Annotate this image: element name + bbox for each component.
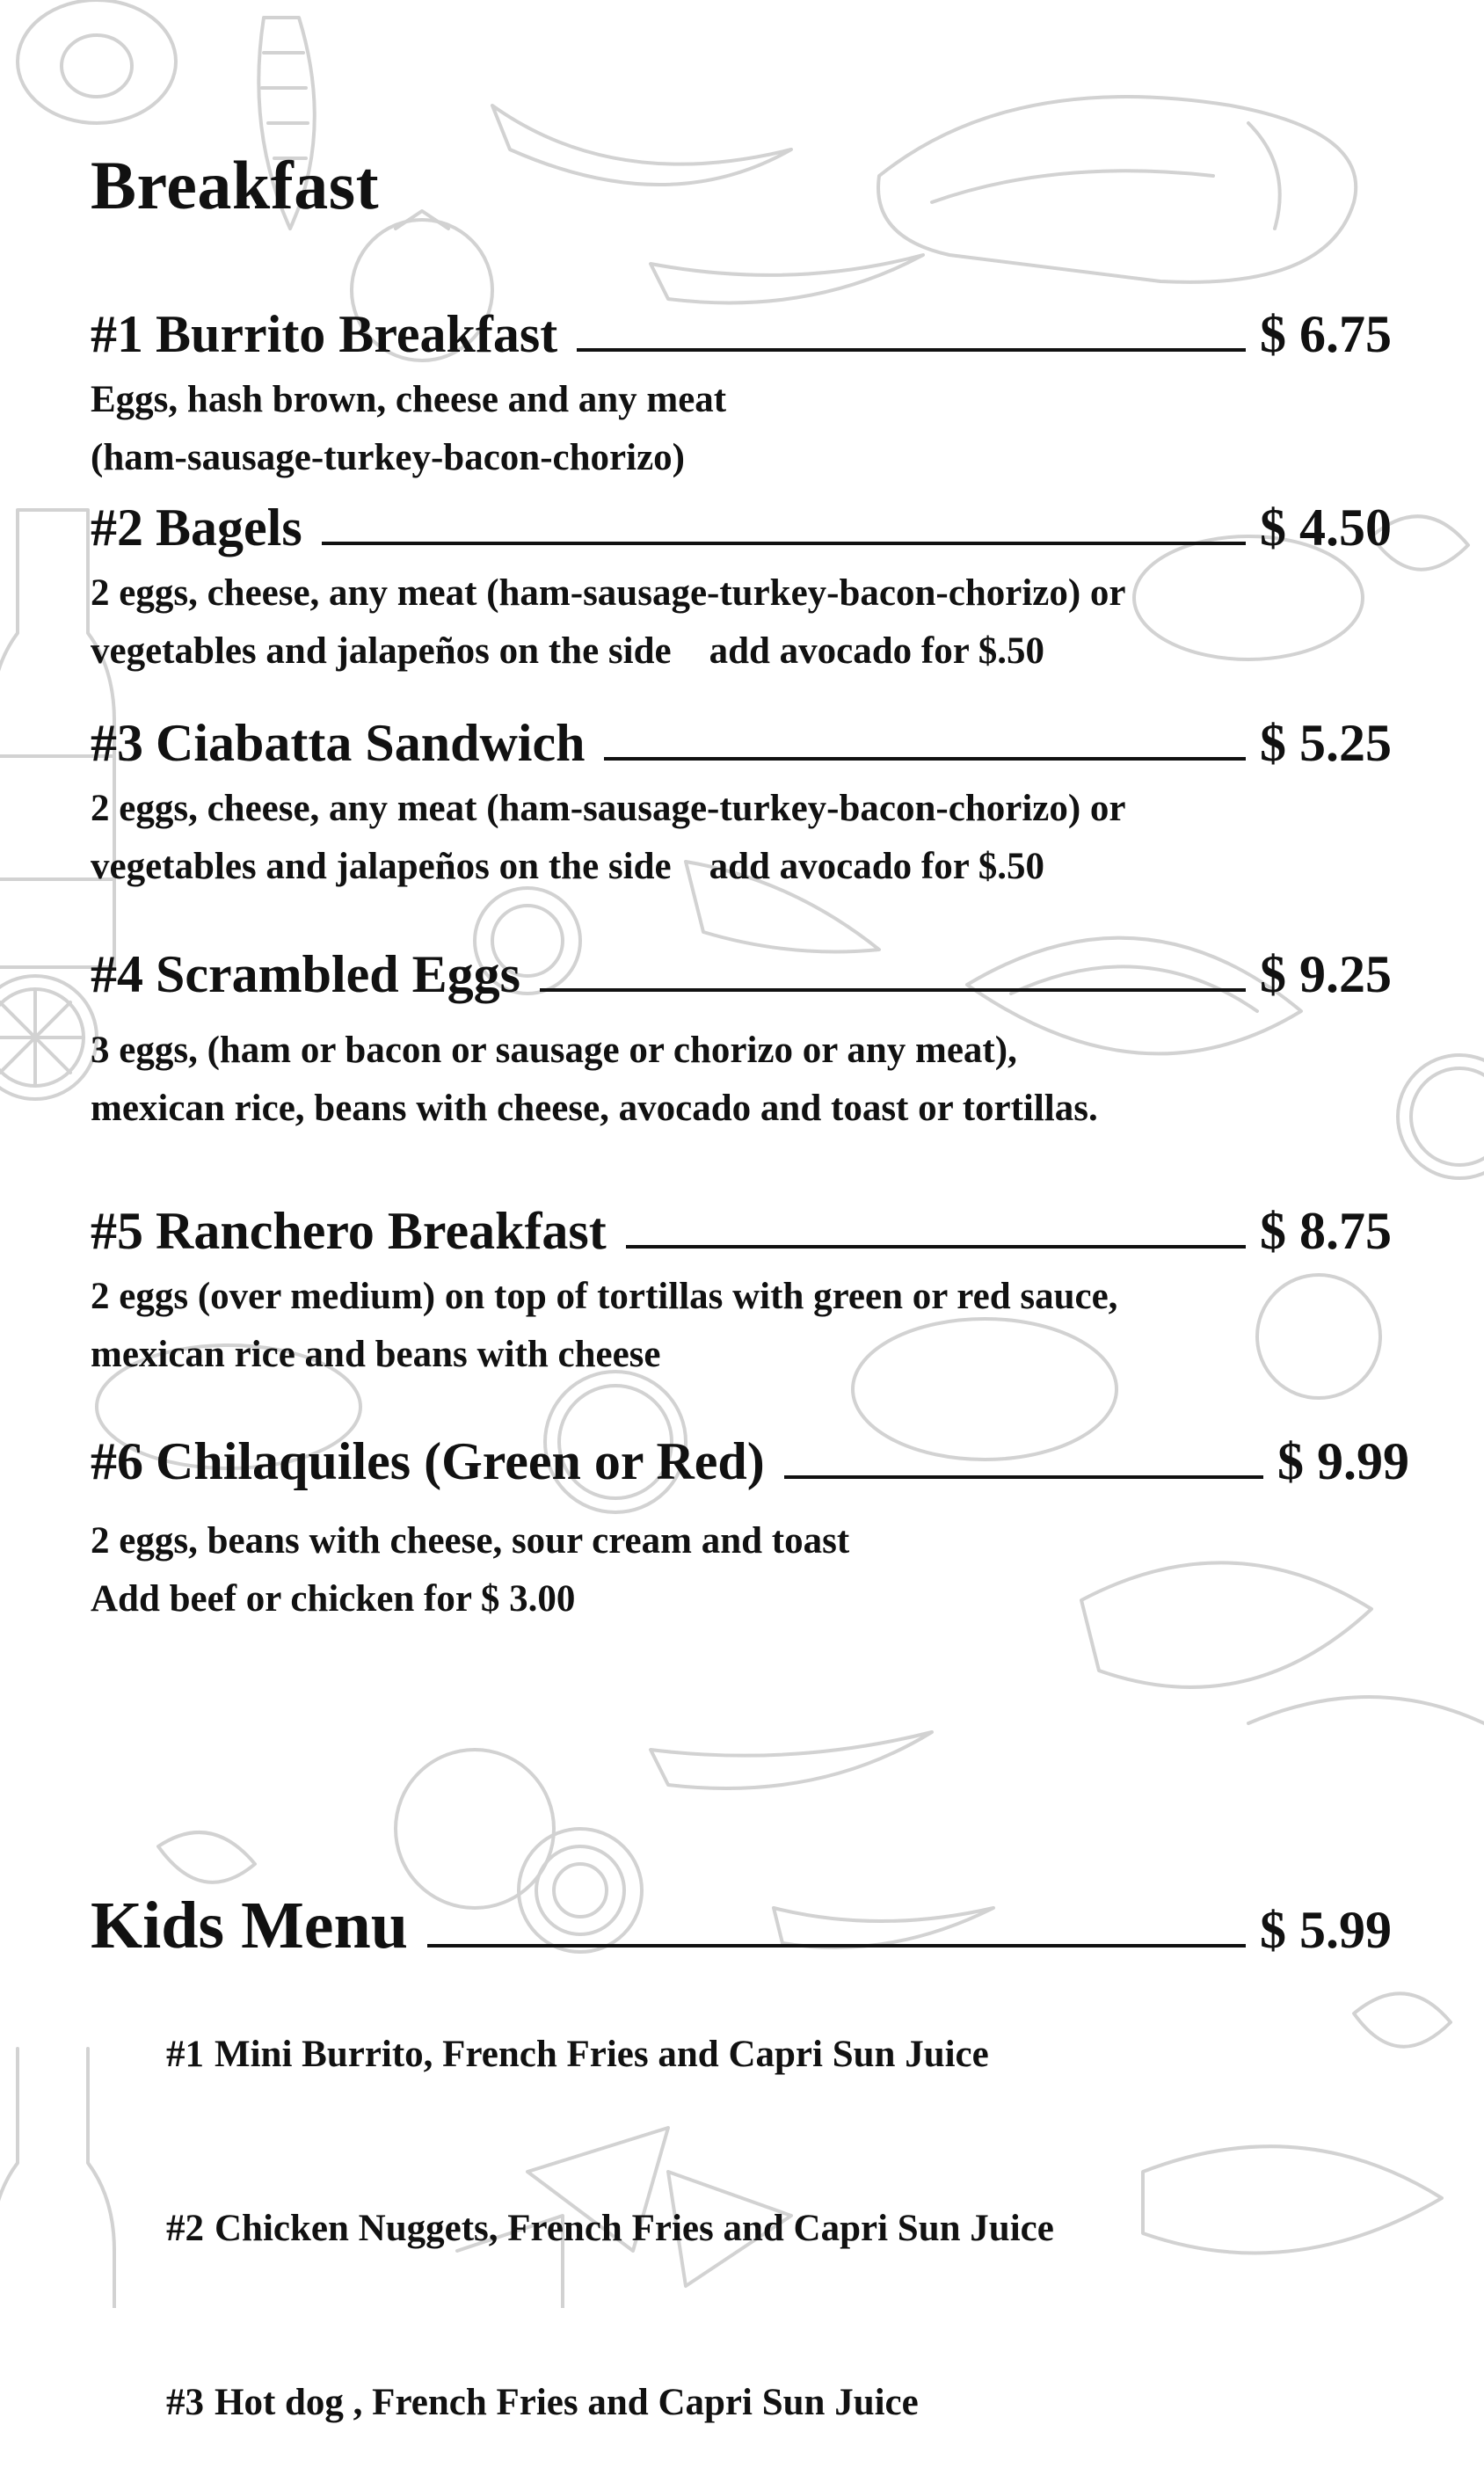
item-number: #3 bbox=[91, 714, 143, 772]
item-number: #2 bbox=[166, 2208, 204, 2249]
menu-item bbox=[91, 714, 1392, 896]
menu-item bbox=[91, 305, 1392, 487]
leader-line bbox=[427, 1944, 1246, 1948]
description-line: Eggs, hash brown, cheese and any meat bbox=[91, 379, 727, 420]
kids-menu bbox=[91, 1889, 1392, 2490]
description-line: vegetables and jalapeños on the side add avocado for $.50 bbox=[91, 846, 1045, 887]
item-name: Chilaquiles (Green or Red) bbox=[156, 1432, 765, 1490]
list-item bbox=[91, 2142, 1392, 2316]
item-price: $ 5.25 bbox=[1260, 714, 1392, 772]
item-description bbox=[91, 564, 1392, 681]
menu-item-line bbox=[91, 945, 1392, 1003]
description-line: 2 eggs, cheese, any meat (ham-sausage-turkey-bacon-chorizo) or bbox=[91, 788, 1126, 829]
menu-item-line bbox=[91, 499, 1392, 557]
item-description bbox=[91, 371, 1392, 487]
leader-line bbox=[577, 348, 1246, 352]
description-line: 2 eggs, beans with cheese, sour cream and toast bbox=[91, 1520, 850, 1562]
leader-line bbox=[540, 988, 1246, 992]
description-line: (ham-sausage-turkey-bacon-chorizo) bbox=[91, 437, 685, 478]
item-number: #3 bbox=[166, 2382, 204, 2423]
item-description bbox=[91, 780, 1392, 896]
item-text: Chicken Nuggets, French Fries and Capri Sun Juice bbox=[215, 2208, 1054, 2249]
item-number: #6 bbox=[91, 1432, 143, 1490]
item-name: Scrambled Eggs bbox=[156, 945, 521, 1003]
item-number: #5 bbox=[91, 1202, 143, 1260]
item-text: Mini Burrito, French Fries and Capri Sun Juice bbox=[215, 2034, 989, 2075]
breakfast-heading: Breakfast bbox=[91, 147, 380, 223]
item-number: #1 bbox=[166, 2034, 204, 2075]
menu-item bbox=[91, 1432, 1409, 1628]
description-line: 2 eggs, cheese, any meat (ham-sausage-turkey-bacon-chorizo) or bbox=[91, 572, 1126, 614]
description-line: mexican rice and beans with cheese bbox=[91, 1334, 661, 1375]
item-price: $ 9.99 bbox=[1277, 1432, 1409, 1490]
kids-menu-title-line bbox=[91, 1889, 1392, 1962]
item-number: #4 bbox=[91, 945, 143, 1003]
menu-item-line bbox=[91, 1202, 1392, 1260]
leader-line bbox=[626, 1245, 1246, 1249]
description-line: vegetables and jalapeños on the side add avocado for $.50 bbox=[91, 630, 1045, 672]
list-item bbox=[91, 1968, 1392, 2142]
leader-line bbox=[784, 1475, 1263, 1479]
menu-item bbox=[91, 501, 1392, 681]
description-line: Add beef or chicken for $ 3.00 bbox=[91, 1578, 576, 1620]
description-line: mexican rice, beans with cheese, avocado and toast or tortillas. bbox=[91, 1088, 1098, 1129]
item-number: #1 bbox=[91, 305, 143, 363]
menu-item bbox=[91, 945, 1392, 1138]
kids-menu-list bbox=[91, 1968, 1392, 2490]
menu-item-line bbox=[91, 305, 1392, 363]
description-line: 3 eggs, (ham or bacon or sausage or chorizo or any meat), bbox=[91, 1030, 1017, 1071]
item-description bbox=[91, 1268, 1392, 1384]
item-text: Hot dog , French Fries and Capri Sun Juice bbox=[215, 2382, 919, 2423]
item-number: #2 bbox=[91, 499, 143, 557]
item-name: Ranchero Breakfast bbox=[156, 1202, 607, 1260]
item-description bbox=[91, 1022, 1392, 1138]
kids-menu-price: $ 5.99 bbox=[1260, 1901, 1392, 1959]
menu-item-line bbox=[91, 714, 1392, 772]
item-price: $ 4.50 bbox=[1260, 499, 1392, 557]
item-description bbox=[91, 1512, 1409, 1628]
item-name: Bagels bbox=[156, 499, 302, 557]
item-price: $ 9.25 bbox=[1260, 945, 1392, 1003]
menu-item bbox=[91, 1202, 1392, 1384]
item-price: $ 8.75 bbox=[1260, 1202, 1392, 1260]
leader-line bbox=[604, 757, 1246, 761]
kids-menu-title: Kids Menu bbox=[91, 1889, 409, 1962]
description-line: 2 eggs (over medium) on top of tortillas with green or red sauce, bbox=[91, 1276, 1118, 1317]
leader-line bbox=[322, 542, 1246, 545]
item-name: Ciabatta Sandwich bbox=[156, 714, 586, 772]
item-price: $ 6.75 bbox=[1260, 305, 1392, 363]
list-item bbox=[91, 2316, 1392, 2490]
menu-item-line bbox=[91, 1432, 1409, 1490]
item-name: Burrito Breakfast bbox=[156, 305, 558, 363]
